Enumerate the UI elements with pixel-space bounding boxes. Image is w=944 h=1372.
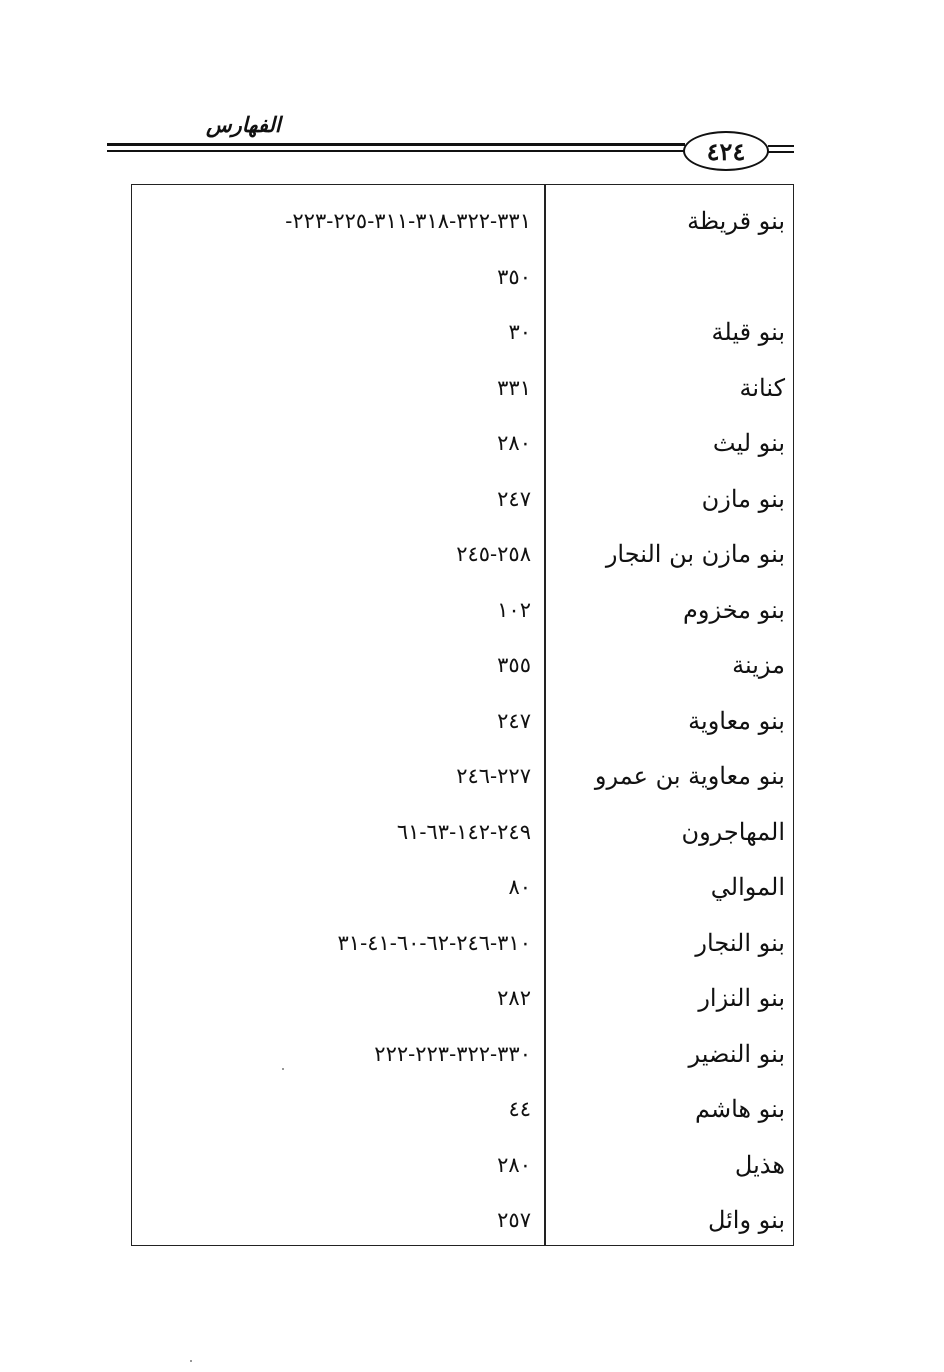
tribe-name: بنو النجار (695, 928, 785, 957)
page-references: ٢٢٧-٢٤٦ (456, 764, 531, 788)
page-references: ٢٨٠ (497, 1152, 531, 1177)
index-row (132, 697, 793, 737)
index-row (132, 475, 793, 515)
tribe-name: بنو معاوية (688, 706, 785, 735)
page-references: ٣٥٥ (497, 653, 531, 677)
tribe-name: بنو مخزوم (683, 595, 785, 624)
index-row (132, 308, 793, 348)
page-number: ٤٢٤ (706, 136, 746, 166)
tribe-name: بنو معاوية بن عمرو (594, 762, 785, 790)
page-references: ٢٥٧ (497, 1208, 531, 1232)
index-row (132, 919, 793, 959)
tribe-name: الموالي (710, 873, 785, 901)
page-references: ٤٤ (508, 1097, 531, 1121)
header-rule-tail-top (768, 145, 794, 147)
tribe-name: كنانة (739, 373, 785, 402)
tribe-name: بنو هاشم (695, 1095, 785, 1123)
tribe-name: بنو قيلة (711, 318, 785, 346)
page-references: ٣٣١ (497, 375, 531, 400)
index-table (131, 184, 794, 1246)
index-row (132, 808, 793, 848)
page-references: ٣٥٠ (497, 264, 531, 289)
index-row (132, 752, 793, 792)
page-references: ٨٠ (508, 875, 531, 899)
index-row (132, 364, 793, 404)
tribe-name: بنو النزار (698, 984, 785, 1012)
index-row (132, 253, 793, 293)
scan-speck (190, 1360, 192, 1362)
scan-speck (282, 1068, 284, 1070)
page-references: ٢٤٩-١٤٢-٦٣-٦١ (396, 819, 531, 844)
index-row (132, 586, 793, 626)
index-row (132, 641, 793, 681)
index-row (132, 974, 793, 1014)
tribe-name: مزينة (732, 651, 785, 679)
tribe-name: بنو وائل (707, 1206, 785, 1234)
tribe-name: هذيل (734, 1150, 785, 1179)
index-row (132, 1196, 793, 1236)
running-header-title: الفهارس (206, 112, 281, 137)
header-rule-bottom (107, 150, 685, 152)
index-row (132, 1141, 793, 1181)
page-references: ٢٥٨-٢٤٥ (456, 542, 531, 566)
page-references: ٣٠ (508, 320, 531, 344)
tribe-name: بنو ليث (712, 429, 785, 457)
tribe-name: المهاجرون (681, 817, 785, 846)
index-row (132, 530, 793, 570)
page-references: ٣٣١-٣٢٢-٣١٨-٣١١-٢٢٥-٢٢٣- (285, 209, 531, 233)
page-references: ٣٣٠-٣٢٢-٢٢٣-٢٢٢ (374, 1041, 531, 1066)
header-rule-tail-bottom (768, 151, 794, 153)
page-references: ٢٤٧ (497, 486, 531, 511)
tribe-name: بنو مازن (701, 484, 785, 513)
page-references: ٣١٠-٢٤٦-٦٢-٦٠-٤١-٣١ (337, 930, 531, 955)
index-row (132, 863, 793, 903)
page-references: ٢٤٧ (497, 708, 531, 733)
tribe-name: بنو قريظة (687, 207, 785, 235)
index-row (132, 1030, 793, 1070)
index-row (132, 1085, 793, 1125)
tribe-name: بنو مازن بن النجار (605, 540, 785, 568)
page-number-badge (683, 131, 769, 171)
page-references: ٢٨٢ (497, 986, 531, 1010)
header-rule-top (107, 143, 685, 146)
page-references: ١٠٢ (497, 597, 531, 622)
page-references: ٢٨٠ (497, 431, 531, 455)
tribe-name: بنو النضير (688, 1039, 785, 1068)
index-row (132, 419, 793, 459)
index-row (132, 197, 793, 237)
